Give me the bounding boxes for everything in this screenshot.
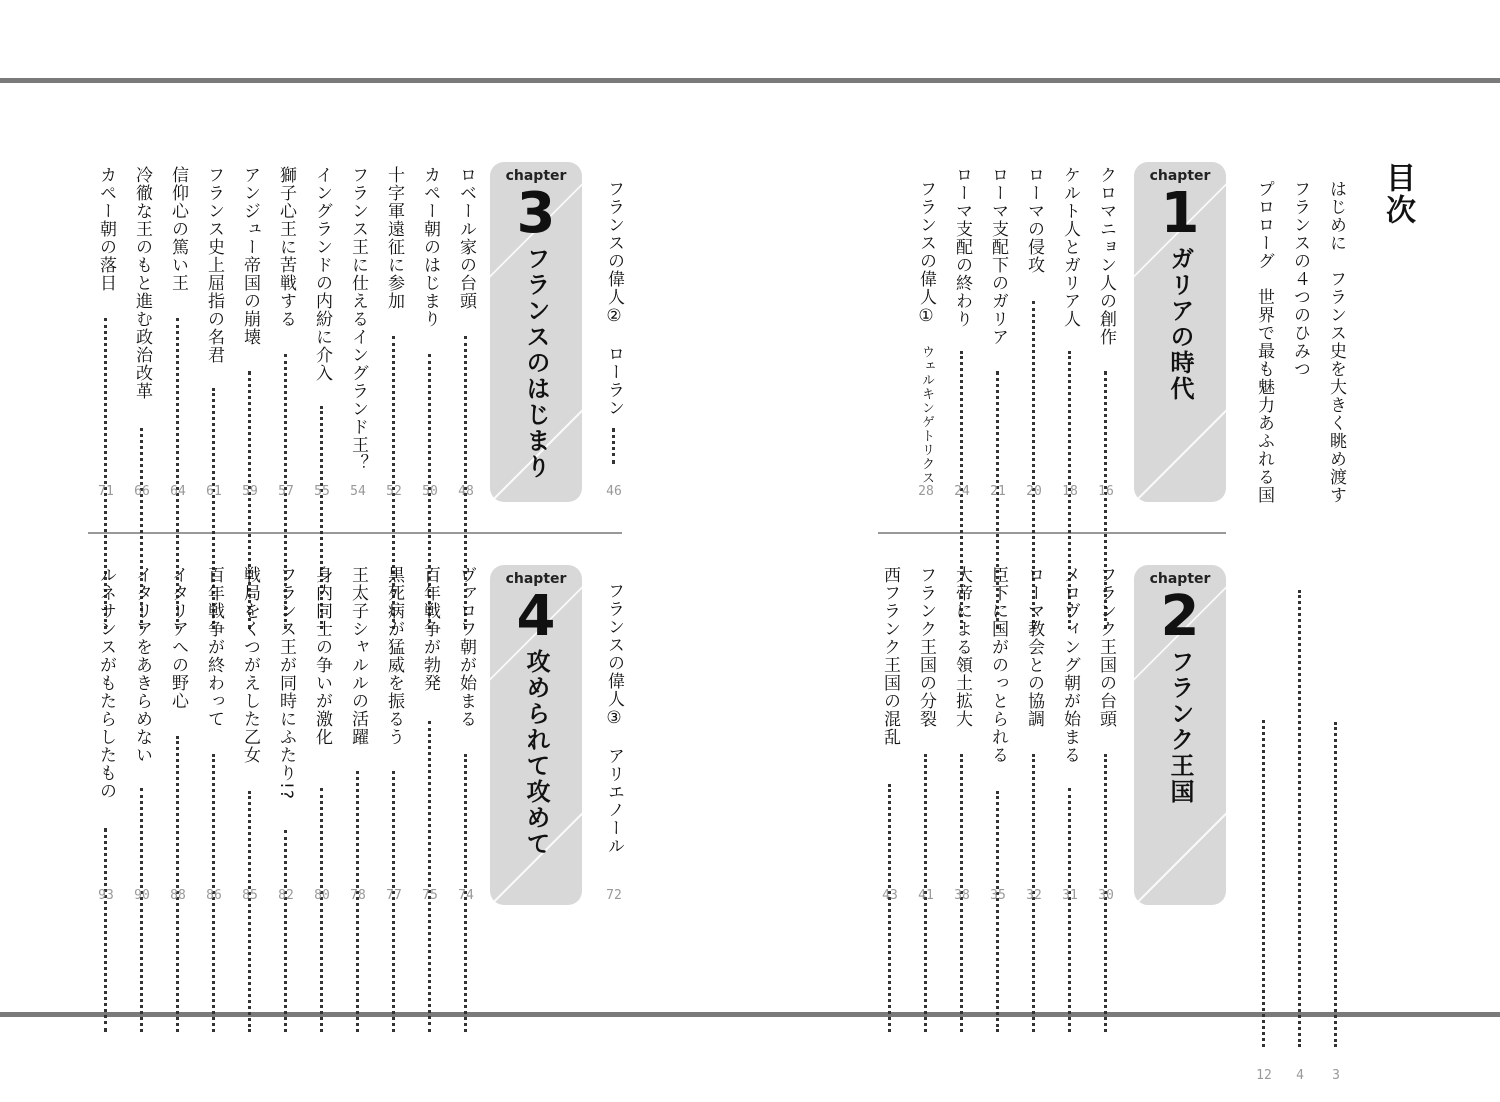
leader-dots [888, 784, 891, 1032]
page-number: 28 [918, 484, 934, 499]
entry-title [908, 180, 944, 485]
page-number: 50 [422, 484, 438, 499]
page-number: 88 [170, 888, 186, 903]
great-person-prefix: フランスの偉人① [916, 180, 936, 327]
page-title: 目次 [1380, 162, 1415, 226]
page-number: 38 [954, 888, 970, 903]
entry-title: フランス王が同時にふたり!? [276, 566, 296, 800]
entry-title: イタリアへの野心 [168, 566, 188, 710]
entry-title: ヴァロワ朝が始まる [456, 566, 476, 728]
entry-title: はじめに フランス史を大きく眺め渡す [1326, 180, 1346, 504]
leader-dots [1334, 722, 1337, 1047]
page-number: 57 [278, 484, 294, 499]
entry-title: 信仰心の篤い王 [168, 166, 188, 292]
entry-title: カペー朝の落日 [96, 166, 116, 292]
page-number: 48 [458, 484, 474, 499]
page-number: 90 [134, 888, 150, 903]
chapter-number: 2 [1160, 584, 1200, 649]
entry-title: フランス王に仕えるイングランド王？ [348, 166, 368, 472]
chapter-title: フランスのはじまり [522, 246, 550, 480]
entry-title [596, 582, 632, 855]
entry-title: 臣下に国がのっとられる [988, 566, 1008, 764]
entry-title: 王太子シャルルの活躍 [348, 566, 368, 746]
chapter-label: chapter [1149, 571, 1211, 587]
page-number: 74 [458, 888, 474, 903]
page-number: 24 [954, 484, 970, 499]
page-number: 80 [314, 888, 330, 903]
entry-title: 獅子心王に苦戦する [276, 166, 296, 328]
entry-title: アンジュー帝国の崩壊 [240, 166, 260, 346]
page-number: 16 [1098, 484, 1114, 499]
page-number: 52 [386, 484, 402, 499]
page-number: 86 [206, 888, 222, 903]
page-number: 30 [1098, 888, 1114, 903]
page-number: 72 [606, 888, 622, 903]
bottom-border [0, 1012, 1500, 1017]
entry-title [596, 180, 632, 417]
page-number: 46 [606, 484, 622, 499]
page-number: 18 [1062, 484, 1078, 499]
page-number: 82 [278, 888, 294, 903]
leader-dots [1298, 590, 1301, 1047]
chapter-title: 攻められて攻めて [522, 649, 550, 857]
page-number: 43 [882, 888, 898, 903]
leader-dots [176, 736, 179, 1032]
leader-dots [612, 428, 615, 464]
leader-dots [104, 828, 107, 1032]
entry-title: ローマ支配下のガリア [988, 166, 1008, 346]
entry-title: 身内同士の争いが激化 [312, 566, 332, 746]
left-page-divider [88, 532, 622, 534]
page-number: 41 [918, 888, 934, 903]
leader-dots [996, 791, 999, 1032]
page-number: 35 [990, 888, 1006, 903]
page-number: 61 [206, 484, 222, 499]
leader-dots [248, 791, 251, 1032]
entry-title: 百年戦争が終わって [204, 566, 224, 728]
page-number: 85 [242, 888, 258, 903]
page-number: 3 [1332, 1068, 1340, 1083]
great-person-prefix: フランスの偉人③ [604, 582, 624, 729]
chapter-label: chapter [1149, 168, 1211, 184]
entry-title: ケルト人とガリア人 [1060, 166, 1080, 328]
great-person-name: ローラン [604, 345, 624, 417]
leader-dots [1068, 788, 1071, 1032]
chapter-number: 3 [516, 181, 556, 246]
entry-title: ロベール家の台頭 [456, 166, 476, 310]
top-border [0, 78, 1500, 83]
page-number: 20 [1026, 484, 1042, 499]
entry-title: 戦局をくつがえした乙女 [240, 566, 260, 764]
entry-title: 西フランク王国の混乱 [880, 566, 900, 746]
page-number: 4 [1296, 1068, 1304, 1083]
page-number: 64 [170, 484, 186, 499]
page-number: 21 [990, 484, 1006, 499]
entry-title: ローマ支配の終わり [952, 166, 972, 328]
chapter-1-header[interactable] [1134, 162, 1226, 502]
page-number: 77 [386, 888, 402, 903]
page-number: 71 [98, 484, 114, 499]
chapter-label: chapter [505, 168, 567, 184]
leader-dots [320, 788, 323, 1032]
entry-title: 黒死病が猛威を振るう [384, 566, 404, 746]
leader-dots [284, 830, 287, 1032]
entry-title: メロヴィング朝が始まる [1060, 566, 1080, 764]
page-number: 31 [1062, 888, 1078, 903]
entry-title: 百年戦争が勃発 [420, 566, 440, 692]
entry-title: フランス史上屈指の名君 [204, 166, 224, 364]
chapter-2-header[interactable] [1134, 565, 1226, 905]
great-person-name: ウェルキンゲトリクス [919, 345, 934, 485]
page-number: 32 [1026, 888, 1042, 903]
entry-title: ローマの侵攻 [1024, 166, 1044, 274]
page-number: 59 [242, 484, 258, 499]
chapter-title: ガリアの時代 [1166, 246, 1194, 402]
entry-title: 冷徹な王のもと進む政治改革 [132, 166, 152, 400]
leader-dots [1262, 720, 1265, 1047]
chapter-3-header[interactable] [490, 162, 582, 502]
great-person-name: アリエノール [604, 747, 624, 855]
leader-dots [140, 788, 143, 1032]
entry-title: ローマ教会との協調 [1024, 566, 1044, 728]
chapter-4-header[interactable] [490, 565, 582, 905]
chapter-label: chapter [505, 571, 567, 587]
page-number: 75 [422, 888, 438, 903]
right-page-divider [878, 532, 1226, 534]
chapter-title: フランク王国 [1166, 649, 1194, 805]
page-number: 55 [314, 484, 330, 499]
entry-title: プロローグ 世界で最も魅力あふれる国 [1254, 180, 1274, 504]
page-number: 66 [134, 484, 150, 499]
entry-title: フランク王国の台頭 [1096, 566, 1116, 728]
entry-title: イタリアをあきらめない [132, 566, 152, 764]
chapter-number: 4 [516, 584, 556, 649]
page-number: 54 [350, 484, 366, 499]
page-number: 78 [350, 888, 366, 903]
great-person-prefix: フランスの偉人② [604, 180, 624, 327]
chapter-number: 1 [1160, 181, 1200, 246]
leader-dots [428, 721, 431, 1032]
entry-title: 大帝による領土拡大 [952, 566, 972, 728]
entry-title: フランスの４つのひみつ [1290, 180, 1310, 378]
entry-title: イングランドの内紛に介入 [312, 166, 332, 382]
page-number: 12 [1256, 1068, 1272, 1083]
page-number: 93 [98, 888, 114, 903]
entry-title: クロマニョン人の創作 [1096, 166, 1116, 346]
entry-title: 十字軍遠征に参加 [384, 166, 404, 310]
entry-title: カペー朝のはじまり [420, 166, 440, 328]
entry-title: ルネサンスがもたらしたもの [96, 566, 116, 800]
entry-title: フランク王国の分裂 [916, 566, 936, 728]
